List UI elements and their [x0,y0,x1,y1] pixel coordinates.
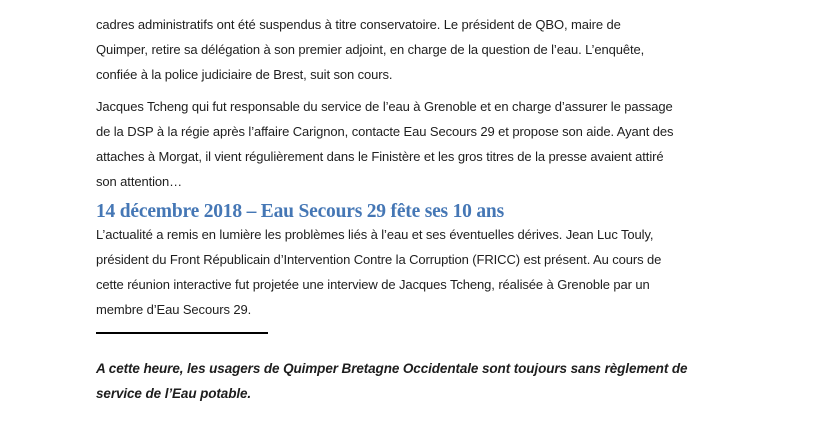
text-line: A cette heure, les usagers de Quimper Bretagne Occidentale sont toujours sans règlement de [96,361,688,376]
text-line: attaches à Morgat, il vient régulièrement dans le Finistère et les gros titres de la presse avaient attiré [96,149,664,164]
text-line: confiée à la police judiciaire de Brest, suit son cours. [96,67,393,82]
text-line: cette réunion interactive fut projetée une interview de Jacques Tcheng, réalisée à Grenoble par un [96,277,650,292]
text-line: Quimper, retire sa délégation à son premier adjoint, en charge de la question de l’eau. L’enquête, [96,42,645,57]
horizontal-rule [96,332,268,334]
text-line: président du Front Républicain d’Intervention Contre la Corruption (FRICC) est présent. Au cours de [96,252,662,267]
text-line: L’actualité a remis en lumière les problèmes liés à l’eau et ses éventuelles dérives. Jean Luc Touly, [96,227,654,242]
text-line: de la DSP à la régie après l’affaire Carignon, contacte Eau Secours 29 et propose son aide. Ayant des [96,124,674,139]
text-line: membre d’Eau Secours 29. [96,302,252,317]
body-paragraph [96,94,730,194]
text-line: cadres administratifs ont été suspendus à titre conservatoire. Le président de QBO, maire de [96,17,621,32]
document-content [96,12,730,413]
closing-note-paragraph [96,356,730,406]
body-paragraph [96,12,730,87]
section-heading: 14 décembre 2018 – Eau Secours 29 fête ses 10 ans [96,201,504,222]
text-line: son attention… [96,174,183,189]
text-line: Jacques Tcheng qui fut responsable du service de l’eau à Grenoble et en charge d’assurer le passage [96,99,673,114]
text-line: service de l’Eau potable. [96,386,252,401]
body-paragraph [96,222,730,322]
